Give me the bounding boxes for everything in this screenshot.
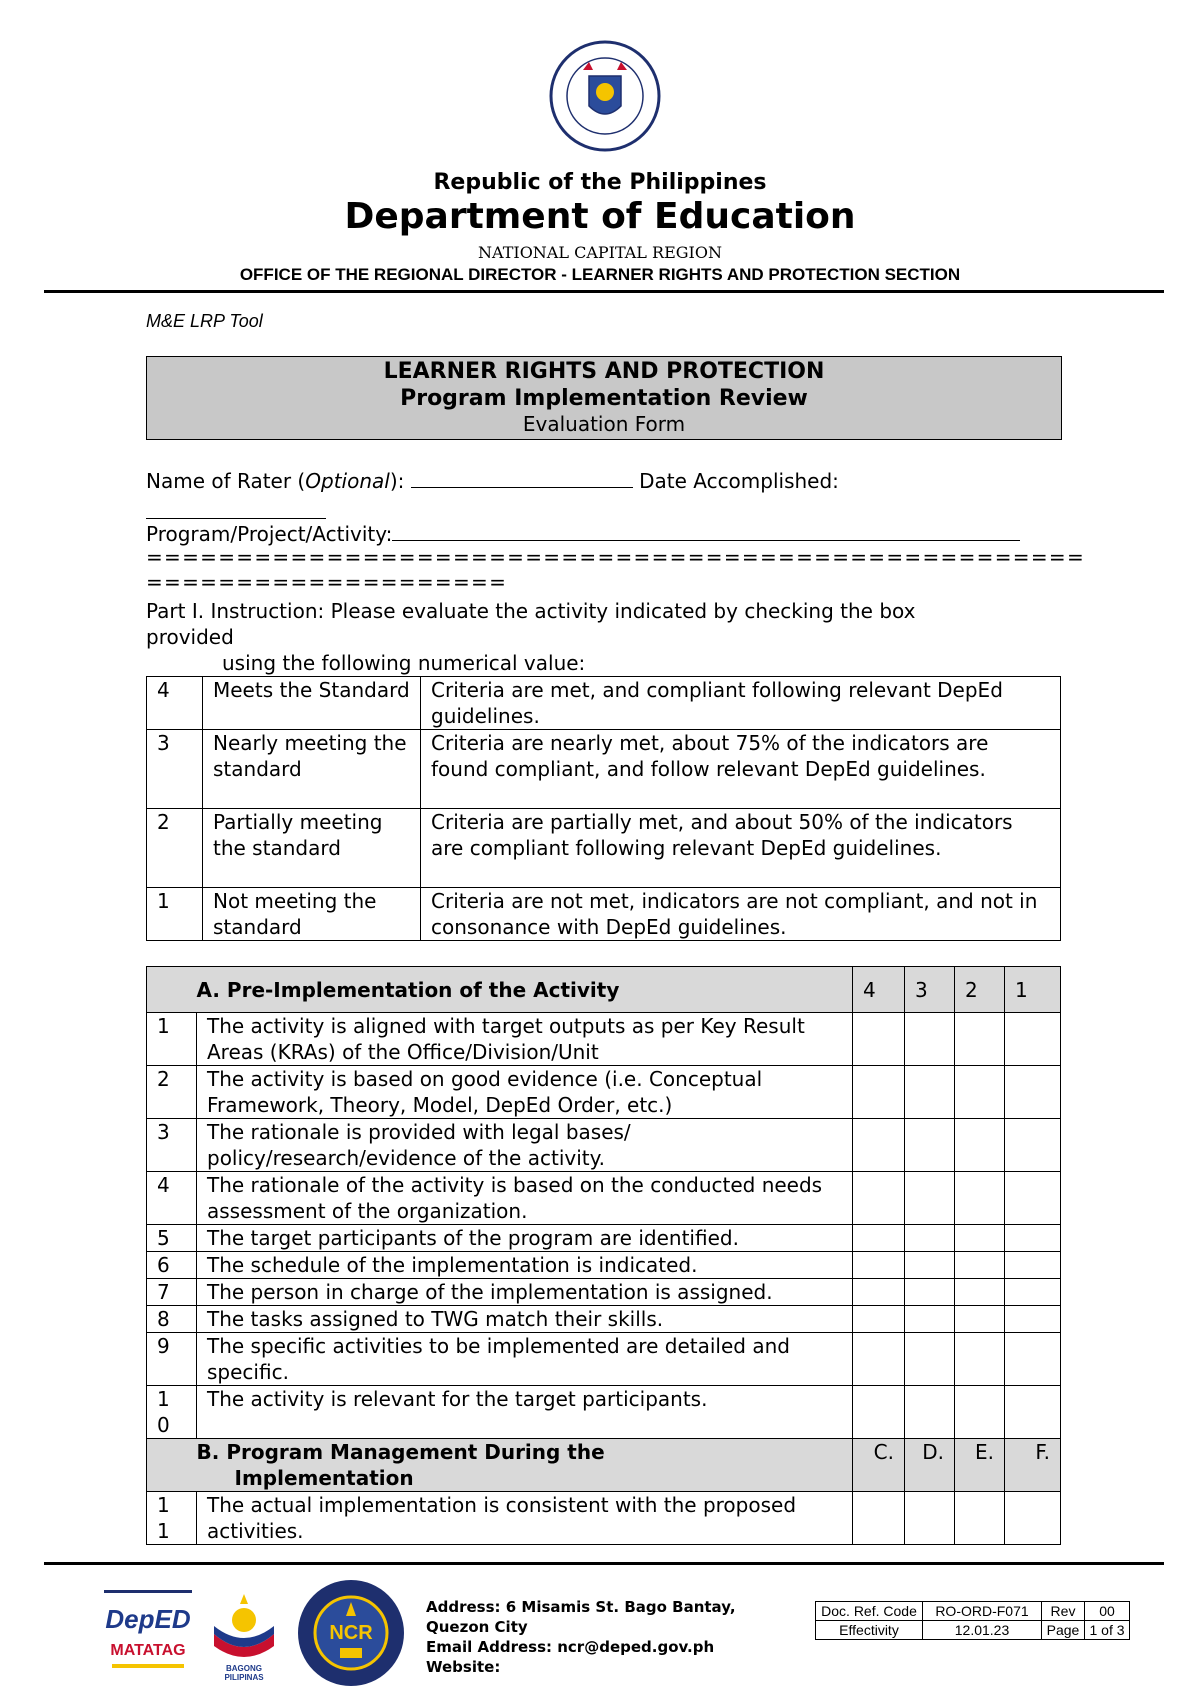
evaluation-item-row [147, 1252, 1061, 1279]
rating-checkbox-cell[interactable] [905, 1306, 955, 1333]
republic-title: Republic of the Philippines [433, 170, 767, 195]
evaluation-item-row [147, 1306, 1061, 1333]
scale-num: 2 [147, 809, 203, 888]
rating-checkbox-cell[interactable] [1005, 1252, 1061, 1279]
rating-checkbox-cell[interactable] [905, 1279, 955, 1306]
effectivity-value: 12.01.23 [923, 1621, 1042, 1640]
scale-row [147, 809, 1061, 888]
col-header-2: 2 [955, 967, 1005, 1013]
section-b-title [197, 1439, 853, 1492]
section-a-spacer [147, 967, 197, 1013]
rating-checkbox-cell[interactable] [905, 1119, 955, 1172]
matatag-logo-text: MATATAG [110, 1642, 186, 1659]
bagong-pilipinas-logo [206, 1590, 282, 1680]
item-statement: The activity is aligned with target outputs as per Key Result Areas (KRAs) of the Office/Division/Unit [197, 1013, 853, 1066]
section-b-body [147, 1492, 1061, 1545]
rev-value: 00 [1085, 1602, 1130, 1621]
rating-checkbox-cell[interactable] [905, 1172, 955, 1225]
col-header-c: C. [853, 1439, 905, 1492]
item-statement: The activity is based on good evidence (i.e. Conceptual Framework, Theory, Model, DepEd Order, etc.) [197, 1066, 853, 1119]
evaluation-item-row [147, 1386, 1061, 1439]
rating-checkbox-cell[interactable] [853, 1386, 905, 1439]
section-b-title-line2: Implementation [234, 1466, 414, 1490]
rater-label-end: ): [389, 469, 411, 493]
date-input[interactable] [146, 498, 326, 519]
evaluation-item-row [147, 1333, 1061, 1386]
rating-checkbox-cell[interactable] [955, 1172, 1005, 1225]
evaluation-item-row [147, 1279, 1061, 1306]
rating-checkbox-cell[interactable] [955, 1119, 1005, 1172]
rating-checkbox-cell[interactable] [853, 1119, 905, 1172]
item-number: 10 [147, 1386, 197, 1439]
item-number: 2 [147, 1066, 197, 1119]
page-label: Page [1042, 1621, 1085, 1640]
bagong-pilipinas-text: BAGONG PILIPINAS [224, 1664, 264, 1682]
office-title: OFFICE OF THE REGIONAL DIRECTOR - LEARNER RIGHTS AND PROTECTION SECTION [239, 265, 961, 284]
scale-label: Nearly meeting the standard [203, 730, 421, 809]
scale-desc: Criteria are partially met, and about 50% of the indicators are compliant following relevant DepEd guidelines. [421, 809, 1061, 888]
scale-row [147, 677, 1061, 730]
form-banner [146, 356, 1062, 440]
date-label: Date Accomplished: [639, 469, 839, 493]
rating-checkbox-cell[interactable] [955, 1386, 1005, 1439]
scale-row [147, 888, 1061, 941]
item-statement: The activity is relevant for the target participants. [197, 1386, 853, 1439]
evaluation-item-row [147, 1492, 1061, 1545]
document-control-table [815, 1601, 1130, 1640]
header-divider [44, 290, 1164, 293]
section-a-title [197, 967, 853, 1013]
scale-label: Meets the Standard [203, 677, 421, 730]
col-header-d: D. [905, 1439, 955, 1492]
scale-row [147, 730, 1061, 809]
rating-checkbox-cell[interactable] [1005, 1279, 1061, 1306]
rating-checkbox-cell[interactable] [955, 1279, 1005, 1306]
scale-num: 3 [147, 730, 203, 809]
item-statement: The target participants of the program are identified. [197, 1225, 853, 1252]
evaluation-item-row [147, 1066, 1061, 1119]
item-statement: The person in charge of the implementation is assigned. [197, 1279, 853, 1306]
section-b-spacer [147, 1439, 197, 1492]
scale-desc: Criteria are met, and compliant following relevant DepEd guidelines. [421, 677, 1061, 730]
rating-checkbox-cell[interactable] [853, 1066, 905, 1119]
email-address: Email Address: ncr@deped.gov.ph [426, 1638, 715, 1656]
rating-checkbox-cell[interactable] [905, 1013, 955, 1066]
program-input[interactable] [392, 520, 1020, 541]
rating-checkbox-cell[interactable] [955, 1225, 1005, 1252]
rating-checkbox-cell[interactable] [905, 1386, 955, 1439]
evaluation-item-row [147, 1225, 1061, 1252]
item-number: 7 [147, 1279, 197, 1306]
item-number: 8 [147, 1306, 197, 1333]
rating-checkbox-cell[interactable] [955, 1333, 1005, 1386]
rating-scale-table [146, 676, 1061, 941]
col-header-1: 1 [1005, 967, 1061, 1013]
scale-num: 4 [147, 677, 203, 730]
separator-line-2: ==================== [146, 570, 508, 594]
rating-checkbox-cell[interactable] [955, 1492, 1005, 1545]
col-header-4: 4 [853, 967, 905, 1013]
effectivity-label: Effectivity [816, 1621, 923, 1640]
rev-label: Rev [1042, 1602, 1085, 1621]
section-a-body [147, 1013, 1061, 1439]
rater-line [146, 467, 839, 494]
scale-label: Partially meeting the standard [203, 809, 421, 888]
rating-checkbox-cell[interactable] [905, 1066, 955, 1119]
tool-label: M&E LRP Tool [146, 311, 263, 331]
instruction-line-2: provided [146, 625, 234, 649]
region-title: NATIONAL CAPITAL REGION [478, 243, 722, 262]
scale-label: Not meeting the standard [203, 888, 421, 941]
ncr-seal-logo [296, 1578, 406, 1688]
deped-logo-text: DepED [105, 1604, 191, 1634]
address-line2: Quezon City [426, 1618, 528, 1636]
rating-checkbox-cell[interactable] [1005, 1225, 1061, 1252]
instruction-line-3: using the following numerical value: [222, 651, 586, 675]
evaluation-table [146, 966, 1061, 1545]
item-number: 5 [147, 1225, 197, 1252]
rating-checkbox-cell[interactable] [1005, 1492, 1061, 1545]
department-title: Department of Education [344, 196, 856, 237]
rating-checkbox-cell[interactable] [1005, 1066, 1061, 1119]
footer-address-block [426, 1597, 736, 1677]
program-label: Program/Project/Activity: [146, 522, 393, 546]
rating-checkbox-cell[interactable] [853, 1333, 905, 1386]
rater-label: Name of Rater ( [146, 469, 306, 493]
item-number: 1 [147, 1013, 197, 1066]
item-statement: The actual implementation is consistent with the proposed activities. [197, 1492, 853, 1545]
item-number: 6 [147, 1252, 197, 1279]
deped-seal [549, 40, 661, 152]
rating-checkbox-cell[interactable] [853, 1172, 905, 1225]
rating-checkbox-cell[interactable] [955, 1306, 1005, 1333]
rating-checkbox-cell[interactable] [955, 1066, 1005, 1119]
rating-checkbox-cell[interactable] [853, 1306, 905, 1333]
rating-checkbox-cell[interactable] [853, 1492, 905, 1545]
item-statement: The schedule of the implementation is indicated. [197, 1252, 853, 1279]
item-number: 9 [147, 1333, 197, 1386]
rating-checkbox-cell[interactable] [905, 1492, 955, 1545]
banner-line2: Program Implementation Review [400, 386, 808, 411]
evaluation-item-row [147, 1013, 1061, 1066]
section-b-title-line1: Program Management During the [226, 1440, 605, 1464]
item-number: 11 [147, 1492, 197, 1545]
rating-checkbox-cell[interactable] [905, 1225, 955, 1252]
rating-checkbox-cell[interactable] [853, 1279, 905, 1306]
ncr-text: NCR [329, 1622, 373, 1644]
scale-desc: Criteria are not met, indicators are not compliant, and not in consonance with DepEd guidelines. [421, 888, 1061, 941]
rating-checkbox-cell[interactable] [1005, 1306, 1061, 1333]
banner-line1: LEARNER RIGHTS AND PROTECTION [383, 359, 825, 384]
col-header-3: 3 [905, 967, 955, 1013]
col-header-f: F. [1005, 1439, 1061, 1492]
website-label: Website: [426, 1658, 501, 1676]
separator-line-1: ==================================================== [146, 545, 1086, 569]
section-a-header [147, 967, 1061, 1013]
item-statement: The rationale of the activity is based on the conducted needs assessment of the organization. [197, 1172, 853, 1225]
page-value: 1 of 3 [1085, 1621, 1130, 1640]
section-b-letter: B. [196, 1440, 220, 1464]
rating-checkbox-cell[interactable] [1005, 1172, 1061, 1225]
rater-optional: Optional [305, 469, 390, 493]
address-line1: Address: 6 Misamis St. Bago Bantay, [426, 1598, 736, 1616]
section-a-letter: A. [196, 977, 220, 1002]
evaluation-item-row [147, 1119, 1061, 1172]
section-a-title-text: Pre-Implementation of the Activity [226, 977, 620, 1002]
evaluation-item-row [147, 1172, 1061, 1225]
banner-line3: Evaluation Form [522, 412, 686, 436]
item-number: 3 [147, 1119, 197, 1172]
deped-matatag-logo [104, 1590, 192, 1676]
rating-checkbox-cell[interactable] [853, 1013, 905, 1066]
rating-checkbox-cell[interactable] [1005, 1119, 1061, 1172]
rating-checkbox-cell[interactable] [1005, 1386, 1061, 1439]
item-number: 4 [147, 1172, 197, 1225]
rating-checkbox-cell[interactable] [853, 1225, 905, 1252]
rater-input[interactable] [411, 467, 633, 488]
section-b-header [147, 1439, 1061, 1492]
rating-checkbox-cell[interactable] [1005, 1333, 1061, 1386]
footer-divider [44, 1562, 1164, 1565]
rating-checkbox-cell[interactable] [955, 1252, 1005, 1279]
scale-num: 1 [147, 888, 203, 941]
item-statement: The tasks assigned to TWG match their skills. [197, 1306, 853, 1333]
rating-checkbox-cell[interactable] [955, 1013, 1005, 1066]
program-line [146, 520, 1020, 547]
doc-ref-value: RO-ORD-F071 [923, 1602, 1042, 1621]
rating-checkbox-cell[interactable] [853, 1252, 905, 1279]
doc-ref-label: Doc. Ref. Code [816, 1602, 923, 1621]
instruction-line-1: Part I. Instruction: Please evaluate the activity indicated by checking the box [146, 599, 916, 623]
item-statement: The specific activities to be implemented are detailed and specific. [197, 1333, 853, 1386]
scale-desc: Criteria are nearly met, about 75% of the indicators are found compliant, and follow relevant DepEd guidelines. [421, 730, 1061, 809]
item-statement: The rationale is provided with legal bases/ policy/research/evidence of the activity. [197, 1119, 853, 1172]
col-header-e: E. [955, 1439, 1005, 1492]
rating-checkbox-cell[interactable] [1005, 1013, 1061, 1066]
rating-checkbox-cell[interactable] [905, 1252, 955, 1279]
rating-checkbox-cell[interactable] [905, 1333, 955, 1386]
